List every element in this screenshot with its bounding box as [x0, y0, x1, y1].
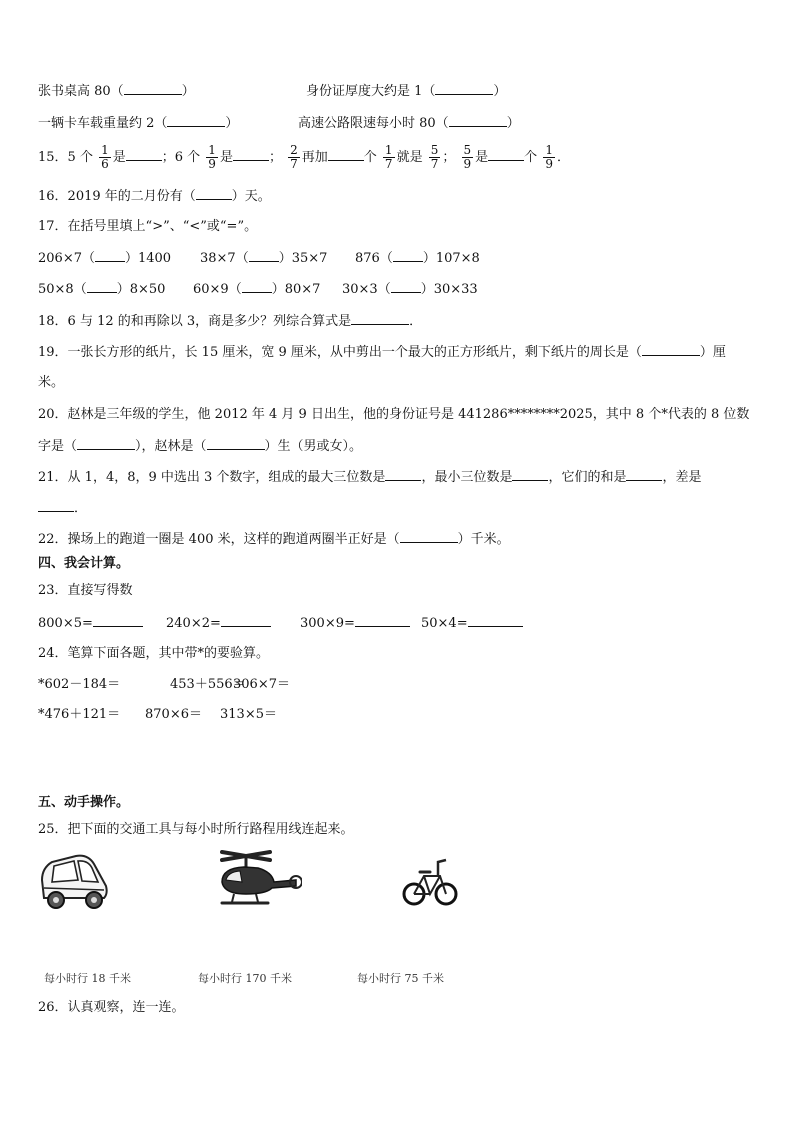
- fraction: $\frac{2}{7}$: [290, 143, 298, 171]
- question-15: 15．5 个 $\frac{1}{6}$ 是 ；6 个 $\frac{1}{9}$ 是 ； $\frac{2}{7}$ 再加 个 $\frac{1}{7}$ 就是 $\frac{5}{7}$ ； $\frac{5}{9}$ 是 个 $\frac{1}{9}$ ．: [38, 143, 570, 171]
- bicycle-icon: [402, 850, 458, 912]
- speed-caption: 每小时行 170 千米: [198, 972, 292, 985]
- answer-blank[interactable]: [93, 614, 143, 627]
- answer-blank[interactable]: [355, 614, 410, 627]
- answer-blank[interactable]: [468, 614, 523, 627]
- question-24-title: 24．笔算下面各题，其中带*的要验算。: [38, 646, 270, 661]
- question-22: 22．操场上的跑道一圈是 400 米，这样的跑道两圈半正好是（ ）千米。: [38, 532, 510, 547]
- answer-blank[interactable]: [512, 468, 548, 481]
- section-heading: 五、动手操作。: [38, 795, 130, 810]
- question-25-title: 25．把下面的交通工具与每小时所行路程用线连起来。: [38, 822, 354, 837]
- question-20-cont: 字是（ ），赵林是（ ）生（男或女）。: [38, 439, 363, 454]
- answer-blank[interactable]: [626, 468, 662, 481]
- fraction: $\frac{1}{9}$: [208, 143, 216, 171]
- q14-idcard: 身份证厚度大约是 1（ ）: [306, 84, 507, 99]
- answer-blank[interactable]: [207, 437, 265, 450]
- answer-blank[interactable]: [242, 280, 272, 293]
- question-21-cont: ．: [38, 499, 87, 518]
- fraction: $\frac{1}{7}$: [384, 143, 393, 171]
- question-23-title: 23．直接写得数: [38, 583, 133, 598]
- calc-item: 870×6＝: [145, 707, 202, 722]
- question-17-title: 17．在括号里填上“>”、“<”或“=”。: [38, 219, 258, 234]
- question-26: 26．认真观察，连一连。: [38, 1000, 185, 1015]
- compare-item: 206×7（ ）1400: [38, 251, 172, 266]
- compare-item: 50×8（ ）8×50: [38, 282, 166, 297]
- compare-item: 60×9（ ）80×7: [193, 282, 321, 297]
- calc-item: *602－184＝: [38, 677, 121, 692]
- answer-blank[interactable]: [328, 148, 364, 161]
- answer-blank[interactable]: [196, 187, 232, 200]
- fraction: $\frac{5}{9}$: [463, 143, 472, 171]
- calc-item: 300×9=: [300, 614, 410, 633]
- answer-blank[interactable]: [642, 343, 700, 356]
- answer-blank[interactable]: [249, 249, 279, 262]
- question-20: 20．赵林是三年级的学生，他 2012 年 4 月 9 日出生，他的身份证号是 441286********2025，其中 8 个*代表的 8 位数: [38, 407, 750, 422]
- question-19-cont: 米。: [38, 375, 65, 390]
- car-icon: [38, 850, 110, 912]
- answer-blank[interactable]: [400, 530, 458, 543]
- compare-item: 30×3（ ）30×33: [342, 282, 478, 297]
- speed-caption: 每小时行 75 千米: [357, 972, 444, 985]
- answer-blank[interactable]: [488, 148, 524, 161]
- fraction: $\frac{1}{6}$: [101, 143, 109, 171]
- calc-item: 800×5=: [38, 614, 143, 633]
- question-19: 19．一张长方形的纸片，长 15 厘米，宽 9 厘米，从中剪出一个最大的正方形纸片，剩下纸片的周长是（ ）厘: [38, 345, 726, 360]
- answer-blank[interactable]: [449, 114, 507, 127]
- answer-blank[interactable]: [167, 114, 225, 127]
- answer-blank[interactable]: [385, 468, 421, 481]
- compare-item: 876（ ）107×8: [355, 251, 480, 266]
- fraction: $\frac{5}{7}$: [430, 143, 439, 171]
- answer-blank[interactable]: [126, 148, 162, 161]
- q14-highway: 高速公路限速每小时 80（ ）: [298, 116, 520, 131]
- calc-item: 453＋556＝: [170, 677, 246, 692]
- answer-blank[interactable]: [124, 82, 182, 95]
- calc-item: 50×4=: [421, 614, 523, 633]
- calc-item: 306×7＝: [233, 677, 290, 692]
- compare-item: 38×7（ ）35×7: [200, 251, 328, 266]
- answer-blank[interactable]: [351, 312, 409, 325]
- question-21: 21．从 1，4，8，9 中选出 3 个数字，组成的最大三位数是 ，最小三位数是 ，它们的和是 ，差是: [38, 470, 702, 485]
- question-18: 18．6 与 12 的和再除以 3，商是多少？列综合算式是 ．: [38, 314, 423, 329]
- calc-item: 313×5＝: [220, 707, 277, 722]
- answer-blank[interactable]: [435, 82, 493, 95]
- fraction: $\frac{1}{9}$: [545, 143, 553, 171]
- q14-truck: 一辆卡车载重量约 2（ ）: [38, 116, 239, 131]
- answer-blank[interactable]: [233, 148, 269, 161]
- calc-item: 240×2=: [166, 614, 271, 633]
- question-16: 16．2019 年的二月份有（ ）天。: [38, 189, 271, 204]
- answer-blank[interactable]: [391, 280, 421, 293]
- answer-blank[interactable]: [77, 437, 135, 450]
- answer-blank[interactable]: [393, 249, 423, 262]
- calc-item: *476＋121＝: [38, 707, 121, 722]
- answer-blank[interactable]: [221, 614, 271, 627]
- speed-caption: 每小时行 18 千米: [44, 972, 131, 985]
- answer-blank[interactable]: [87, 280, 117, 293]
- answer-blank[interactable]: [95, 249, 125, 262]
- q14-desk: 张书桌高 80（ ）: [38, 84, 195, 99]
- section-heading: 四、我会计算。: [38, 556, 130, 571]
- helicopter-icon: [212, 850, 302, 912]
- answer-blank[interactable]: [38, 499, 74, 512]
